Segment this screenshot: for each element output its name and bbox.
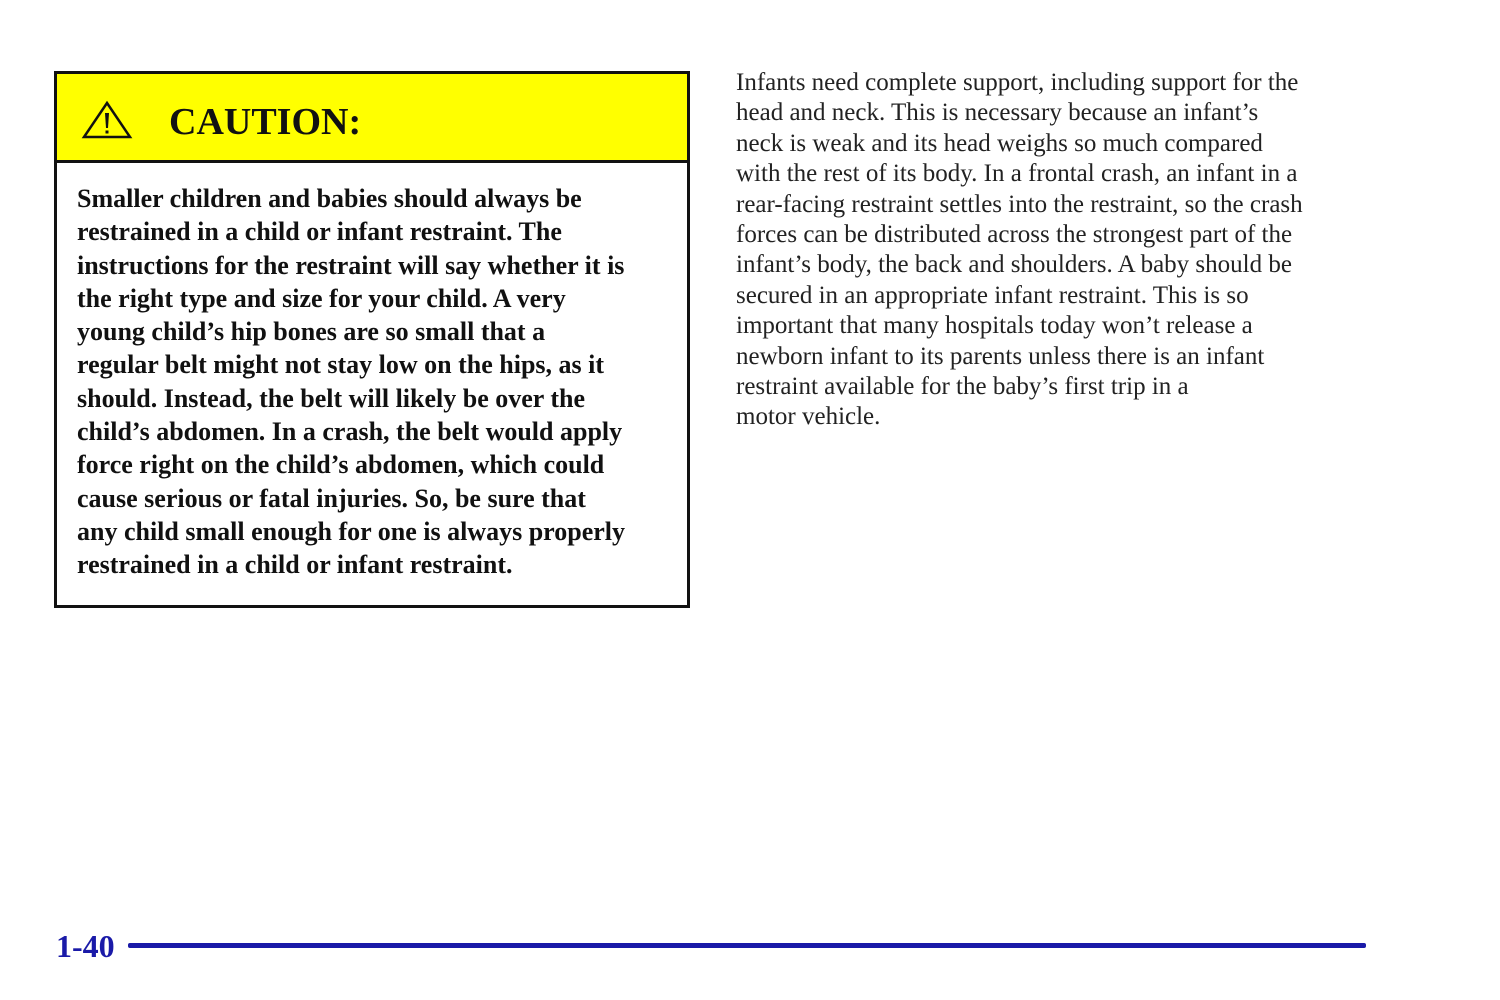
- paragraph-line: forces can be distributed across the strongest part of the: [736, 221, 1293, 249]
- caution-box: [54, 71, 690, 608]
- paragraph-line: rear-facing restraint settles into the restraint, so the crash: [736, 190, 1303, 218]
- footer-rule: [128, 943, 1366, 948]
- paragraph-line: restraint available for the baby’s first trip in a: [736, 373, 1189, 401]
- paragraph-line: motor vehicle.: [736, 403, 881, 431]
- caution-line: the right type and size for your child. A very: [77, 283, 566, 313]
- caution-body: [77, 182, 677, 582]
- caution-line: restrained in a child or infant restraint. The: [77, 217, 562, 247]
- caution-line: Smaller children and babies should always be: [77, 184, 582, 213]
- caution-line: cause serious or fatal injuries. So, be sure that: [77, 483, 586, 513]
- caution-line: child’s abdomen. In a crash, the belt would apply: [77, 417, 623, 447]
- caution-line: should. Instead, the belt will likely be over the: [77, 383, 586, 413]
- caution-line: force right on the child’s abdomen, which could: [77, 450, 605, 480]
- paragraph-line: infant’s body, the back and shoulders. A baby should be: [736, 251, 1292, 279]
- caution-title: CAUTION:: [169, 101, 362, 143]
- paragraph-line: neck is weak and its head weighs so much compared: [736, 129, 1263, 157]
- caution-line: young child’s hip bones are so small that a: [77, 317, 546, 347]
- body-paragraph: [736, 68, 1376, 433]
- caution-line: instructions for the restraint will say whether it is: [77, 250, 625, 280]
- page-number: 1-40: [56, 928, 115, 964]
- caution-line: restrained in a child or infant restraint.: [77, 550, 513, 580]
- caution-header: [57, 74, 687, 163]
- paragraph-line: important that many hospitals today won’t release a: [736, 312, 1253, 340]
- paragraph-line: Infants need complete support, including support for the: [736, 69, 1299, 96]
- warning-triangle-icon: [81, 100, 133, 140]
- paragraph-line: head and neck. This is necessary because an infant’s: [736, 99, 1259, 127]
- paragraph-line: secured in an appropriate infant restraint. This is so: [736, 281, 1249, 309]
- caution-line: any child small enough for one is always properly: [77, 516, 625, 546]
- paragraph-line: newborn infant to its parents unless there is an infant: [736, 342, 1265, 370]
- paragraph-line: with the rest of its body. In a frontal crash, an infant in a: [736, 160, 1298, 188]
- caution-line: regular belt might not stay low on the hips, as it: [77, 350, 605, 380]
